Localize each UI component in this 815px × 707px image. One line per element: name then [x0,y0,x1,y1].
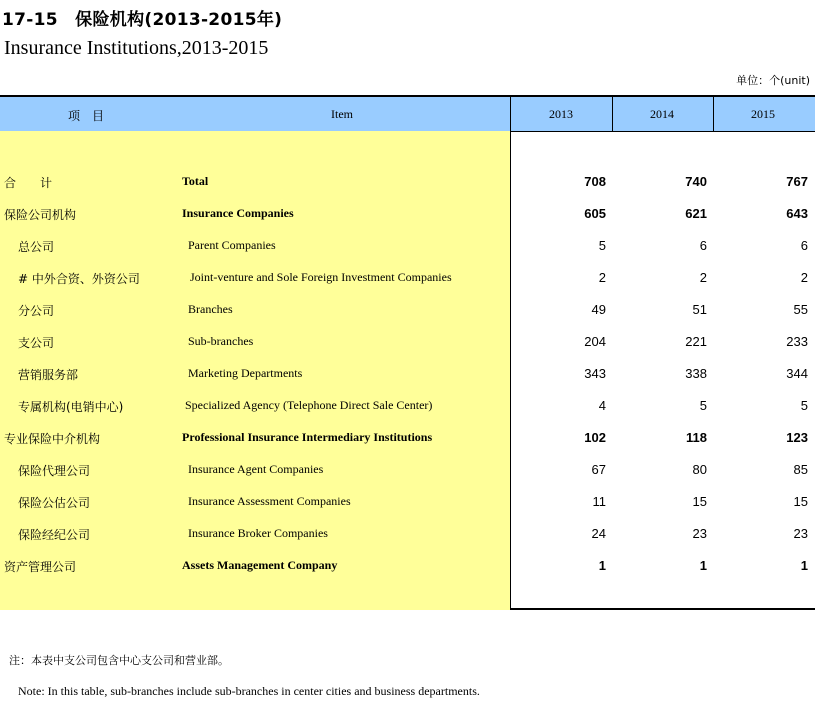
note-en: Note: In this table, sub-branches include sub-branches in center cities and business departments. [18,684,480,698]
row-value-2013: 24 [591,526,606,541]
row-value-2013: 49 [591,302,606,317]
row-value-2015: 23 [793,526,808,541]
row-value-2014: 740 [685,174,707,189]
row-label-cn: 合 计 [4,176,53,190]
row-label-en: Branches [188,302,233,316]
row-label-cn: 总公司 [18,240,55,254]
row-value-2015: 123 [786,430,808,445]
row-value-2014: 118 [686,430,707,445]
row-value-2015: 643 [786,206,808,221]
row-label-en: Parent Companies [188,238,276,252]
table-header [0,97,815,132]
table-row [0,489,815,513]
table-row [0,457,815,481]
row-label-cn: 保险公估公司 [18,496,91,510]
row-value-2014: 80 [692,462,707,477]
header-year-2014: 2014 [650,107,674,121]
row-label-en: Insurance Agent Companies [188,462,324,476]
table-row [0,425,815,449]
row-value-2013: 11 [592,494,606,509]
row-value-2013: 5 [598,238,606,253]
row-value-2015: 85 [793,462,808,477]
row-label-en: Joint-venture and Sole Foreign Investment Companies [190,270,452,284]
table-row [0,553,815,577]
row-value-2014: 2 [699,270,707,285]
title-en: Insurance Institutions,2013-2015 [4,37,269,59]
row-value-2015: 344 [786,366,808,381]
row-value-2013: 67 [591,462,606,477]
row-value-2015: 6 [800,238,808,253]
row-label-cn: 保险公司机构 [4,208,77,222]
row-label-en: Insurance Assessment Companies [188,494,351,508]
row-value-2014: 1 [699,558,707,573]
row-label-en: Marketing Departments [188,366,303,380]
row-value-2014: 15 [692,494,707,509]
row-label-cn: 专属机构(电销中心) [18,400,124,414]
row-label-en: Assets Management Company [182,558,338,572]
row-value-2014: 23 [692,526,707,541]
header-item-cn: 项 目 [68,109,105,123]
row-label-cn: 营销服务部 [18,368,79,382]
row-label-cn: # 中外合资、外资公司 [18,272,140,286]
table-row [0,521,815,545]
table-row [0,169,815,193]
row-label-cn: 分公司 [18,304,55,318]
row-value-2014: 621 [685,206,707,221]
table-row [0,329,815,353]
table-row [0,265,815,289]
row-label-en: Specialized Agency (Telephone Direct Sale Center) [185,398,433,412]
unit-label: 单位：个(unit) [736,74,810,87]
note-cn: 注：本表中支公司包含中心支公司和营业部。 [9,654,229,667]
row-value-2015: 15 [793,494,808,509]
row-value-2013: 102 [584,430,606,445]
row-label-cn: 资产管理公司 [4,560,77,574]
header-year-2015: 2015 [751,107,775,121]
row-value-2015: 55 [793,302,808,317]
table-row [0,233,815,257]
table-row [0,297,815,321]
row-value-2013: 343 [584,366,606,381]
row-label-cn: 支公司 [18,336,55,350]
table-row [0,361,815,385]
row-value-2013: 1 [598,558,606,573]
row-label-en: Insurance Broker Companies [188,526,328,540]
row-value-2014: 5 [699,398,707,413]
header-item-en: Item [331,107,353,121]
row-value-2013: 605 [584,206,606,221]
title-cn: 17-15 保险机构(2013-2015年) [2,10,283,30]
row-value-2015: 1 [800,558,808,573]
row-label-cn: 保险代理公司 [18,464,91,478]
row-label-en: Total [182,174,209,188]
row-value-2014: 338 [685,366,707,381]
row-label-en: Sub-branches [188,334,254,348]
header-year-2013: 2013 [549,107,573,121]
row-value-2014: 51 [692,302,707,317]
row-label-en: Professional Insurance Intermediary Institutions [182,430,433,444]
row-label-cn: 专业保险中介机构 [4,432,101,446]
row-value-2014: 6 [699,238,707,253]
row-value-2015: 2 [800,270,808,285]
row-label-cn: 保险经纪公司 [18,528,91,542]
row-value-2013: 708 [584,174,606,189]
row-value-2015: 767 [786,174,808,189]
row-value-2013: 2 [598,270,606,285]
row-value-2015: 233 [786,334,808,349]
row-value-2015: 5 [800,398,808,413]
row-value-2013: 204 [584,334,606,349]
data-table [0,95,815,610]
table-row [0,393,815,417]
row-label-en: Insurance Companies [182,206,294,220]
row-value-2014: 221 [685,334,707,349]
table-row [0,201,815,225]
row-value-2013: 4 [598,398,606,413]
